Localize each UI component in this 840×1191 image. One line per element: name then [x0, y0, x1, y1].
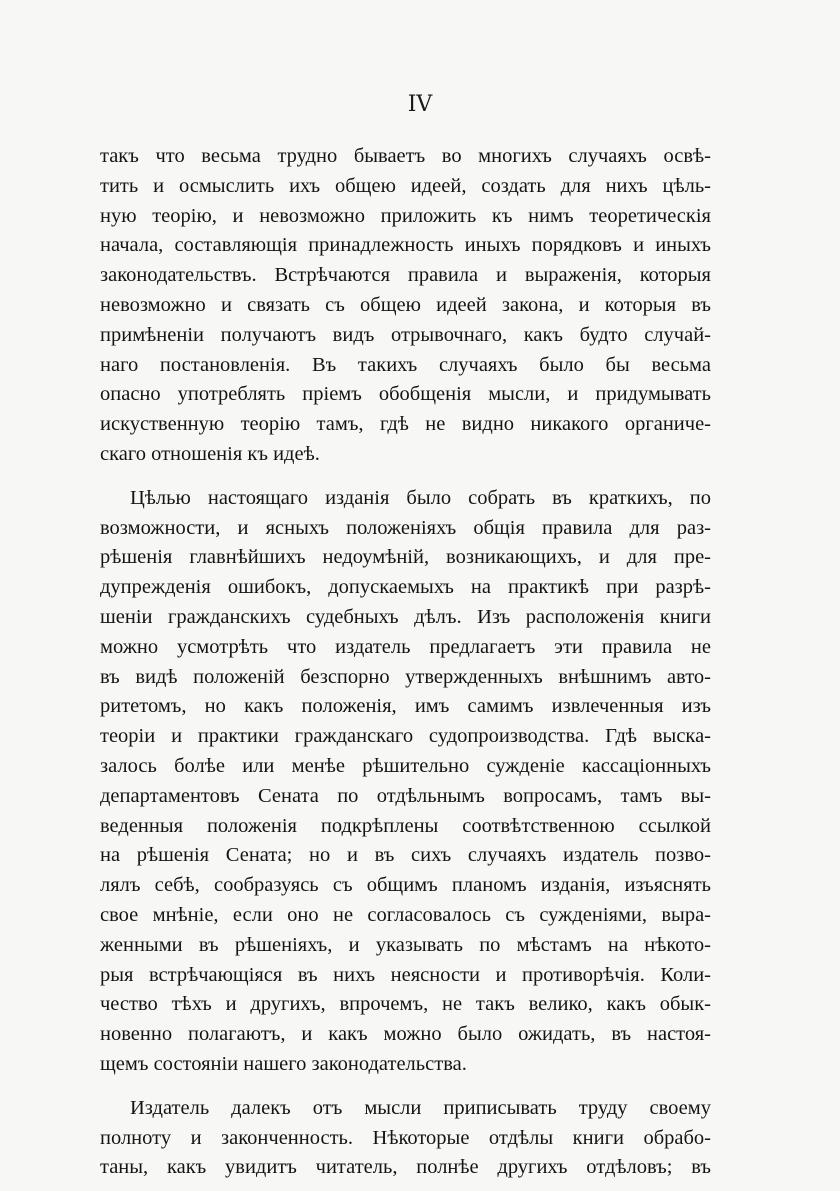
- text-line: веденныя положенія подкрѣплены соотвѣтственною ссылкой: [100, 814, 711, 837]
- text-line: шеніи гражданскихъ судебныхъ дѣлъ. Изъ расположенія книги: [100, 605, 711, 628]
- text-line: въ видѣ положеній безспорно утвержденныхъ внѣшнимъ авто-: [100, 665, 711, 688]
- text-line: такъ что весьма трудно бываетъ во многихъ случаяхъ освѣ-: [100, 145, 711, 167]
- text-line: теоріи и практики гражданскаго судопроизводства. Гдѣ выска-: [100, 725, 711, 748]
- paragraph: [100, 142, 711, 470]
- text-line: дупрежденія ошибокъ, допускаемыхъ на практикѣ при разрѣ-: [100, 576, 711, 599]
- text-line: законодательствъ. Встрѣчаются правила и выраженія, которыя: [100, 264, 711, 287]
- text-line: невозможно и связать съ общею идеей закона, и которыя въ: [100, 293, 711, 316]
- paragraph-gap: [100, 470, 711, 484]
- paragraph-gap: [100, 1080, 711, 1094]
- body-text: [100, 142, 711, 1183]
- text-line: Издатель далекъ отъ мысли приписывать труду своему: [130, 1096, 711, 1119]
- text-line: скаго отношенія къ идеѣ.: [100, 442, 320, 465]
- paragraph: [100, 1094, 711, 1183]
- text-line: опасно употреблять пріемъ обобщенія мысли, и придумывать: [100, 383, 711, 406]
- text-line: новенно полагаютъ, и какъ можно было ожидать, въ настоя-: [100, 1023, 711, 1046]
- text-line: рѣшенія главнѣйшихъ недоумѣній, возникающихъ, и для пре-: [100, 546, 711, 569]
- text-line: искуственную теорію тамъ, гдѣ не видно никакого органиче-: [100, 413, 711, 436]
- text-line: на рѣшенія Сената; но и въ сихъ случаяхъ издатель позво-: [100, 844, 711, 867]
- text-line: полноту и законченность. Нѣкоторые отдѣлы книги обрабо-: [100, 1126, 711, 1149]
- text-line: чество тѣхъ и другихъ, впрочемъ, не такъ велико, какъ обык-: [100, 993, 711, 1016]
- text-line: щемъ состояніи нашего законодательства.: [100, 1052, 467, 1075]
- text-line: начала, составляющія принадлежность иныхъ порядковъ и иныхъ: [100, 234, 711, 257]
- text-line: таны, какъ увидитъ читатель, полнѣе другихъ отдѣловъ; въ: [100, 1156, 711, 1179]
- text-line: рыя встрѣчающіяся въ нихъ неясности и противорѣчія. Коли-: [100, 963, 711, 986]
- text-line: ную теорію, и невозможно приложить къ нимъ теоретическія: [100, 204, 711, 227]
- text-line: департаментовъ Сената по отдѣльнымъ вопросамъ, тамъ вы-: [100, 784, 711, 807]
- paragraph: [100, 484, 711, 1080]
- text-line: женными въ рѣшеніяхъ, и указывать по мѣстамъ на нѣкото-: [100, 933, 711, 956]
- text-line: Цѣлью настоящаго изданія было собрать въ краткихъ, по: [130, 486, 711, 509]
- text-line: примѣненіи получаютъ видъ отрывочнаго, какъ будто случай-: [100, 323, 711, 346]
- text-line: свое мнѣніе, если оно не согласовалось съ сужденіями, выра-: [100, 903, 711, 926]
- text-line: тить и осмыслить ихъ общею идеей, создать для нихъ цѣль-: [100, 174, 711, 197]
- text-line: можно усмотрѣть что издатель предлагаетъ эти правила не: [100, 635, 711, 658]
- page-number: IV: [407, 92, 433, 117]
- text-line: ритетомъ, но какъ положенія, имъ самимъ извлеченныя изъ: [100, 695, 711, 718]
- text-line: лялъ себѣ, сообразуясь съ общимъ планомъ изданія, изъяснять: [100, 874, 711, 897]
- text-line: наго постановленія. Въ такихъ случаяхъ было бы весьма: [100, 353, 711, 376]
- text-line: возможности, и ясныхъ положеніяхъ общія правила для раз-: [100, 516, 711, 539]
- text-line: залось болѣе или менѣе рѣшительно сужденіе кассаціонныхъ: [100, 754, 711, 777]
